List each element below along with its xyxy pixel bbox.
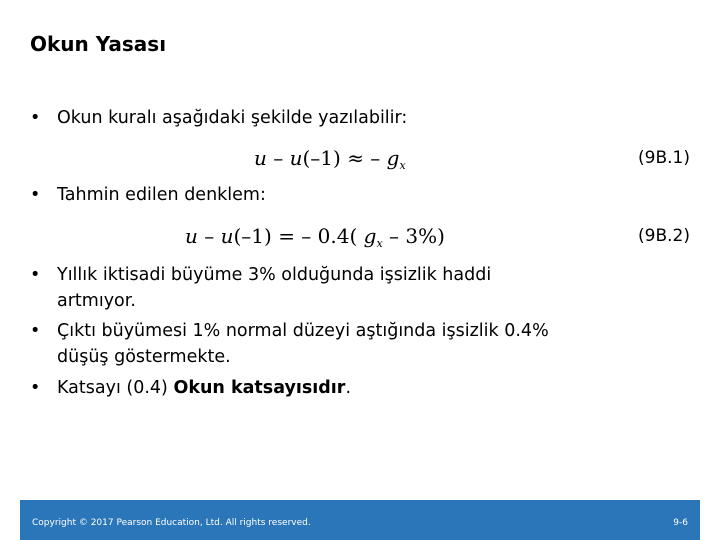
bullet-text-line: artmıyor. [57,291,136,311]
equation-9b1: u – u(–1) ≈ – $g_x$ [254,146,406,172]
bullet-text-prefix: Katsayı (0.4) [57,378,174,398]
bullet-item-estimated-equation [30,182,266,208]
bullet-text-line: Çıktı büyümesi 1% normal düzeyi aştığında işsizlik 0.4% [57,321,549,341]
bullet-text-line: Yıllık iktisadi büyüme 3% olduğunda işsizlik haddi [57,265,492,285]
bullet-text-line: düşüş göstermekte. [57,347,231,367]
page-number: 9-6 [673,518,688,528]
bullet-text: Tahmin edilen denklem: [57,185,266,205]
bullet-icon: • [30,108,41,128]
slide-title: Okun Yasası [30,32,167,56]
okun-coefficient-term: Okun katsayısıdır [173,378,346,398]
equation-number-9b2: (9B.2) [638,226,690,246]
bullet-icon: • [30,265,41,285]
bullet-item-output-growth [30,318,549,370]
copyright-text: Copyright © 2017 Pearson Education, Ltd. All rights reserved. [32,518,311,528]
equation-number-9b1: (9B.1) [638,148,690,168]
bullet-icon: • [30,378,41,398]
bullet-icon: • [30,321,41,341]
equation-9b2: u – u(–1) = – 0.4( $g_x - 3\%$) [185,224,445,250]
bullet-icon: • [30,185,41,205]
bullet-item-okun-rule [30,105,407,131]
footer-bar [20,500,700,540]
bullet-text-suffix: . [345,378,352,398]
bullet-text: Okun kuralı aşağıdaki şekilde yazılabilir: [57,108,408,128]
bullet-item-okun-coefficient [30,375,351,401]
bullet-item-growth-3-percent [30,262,491,314]
